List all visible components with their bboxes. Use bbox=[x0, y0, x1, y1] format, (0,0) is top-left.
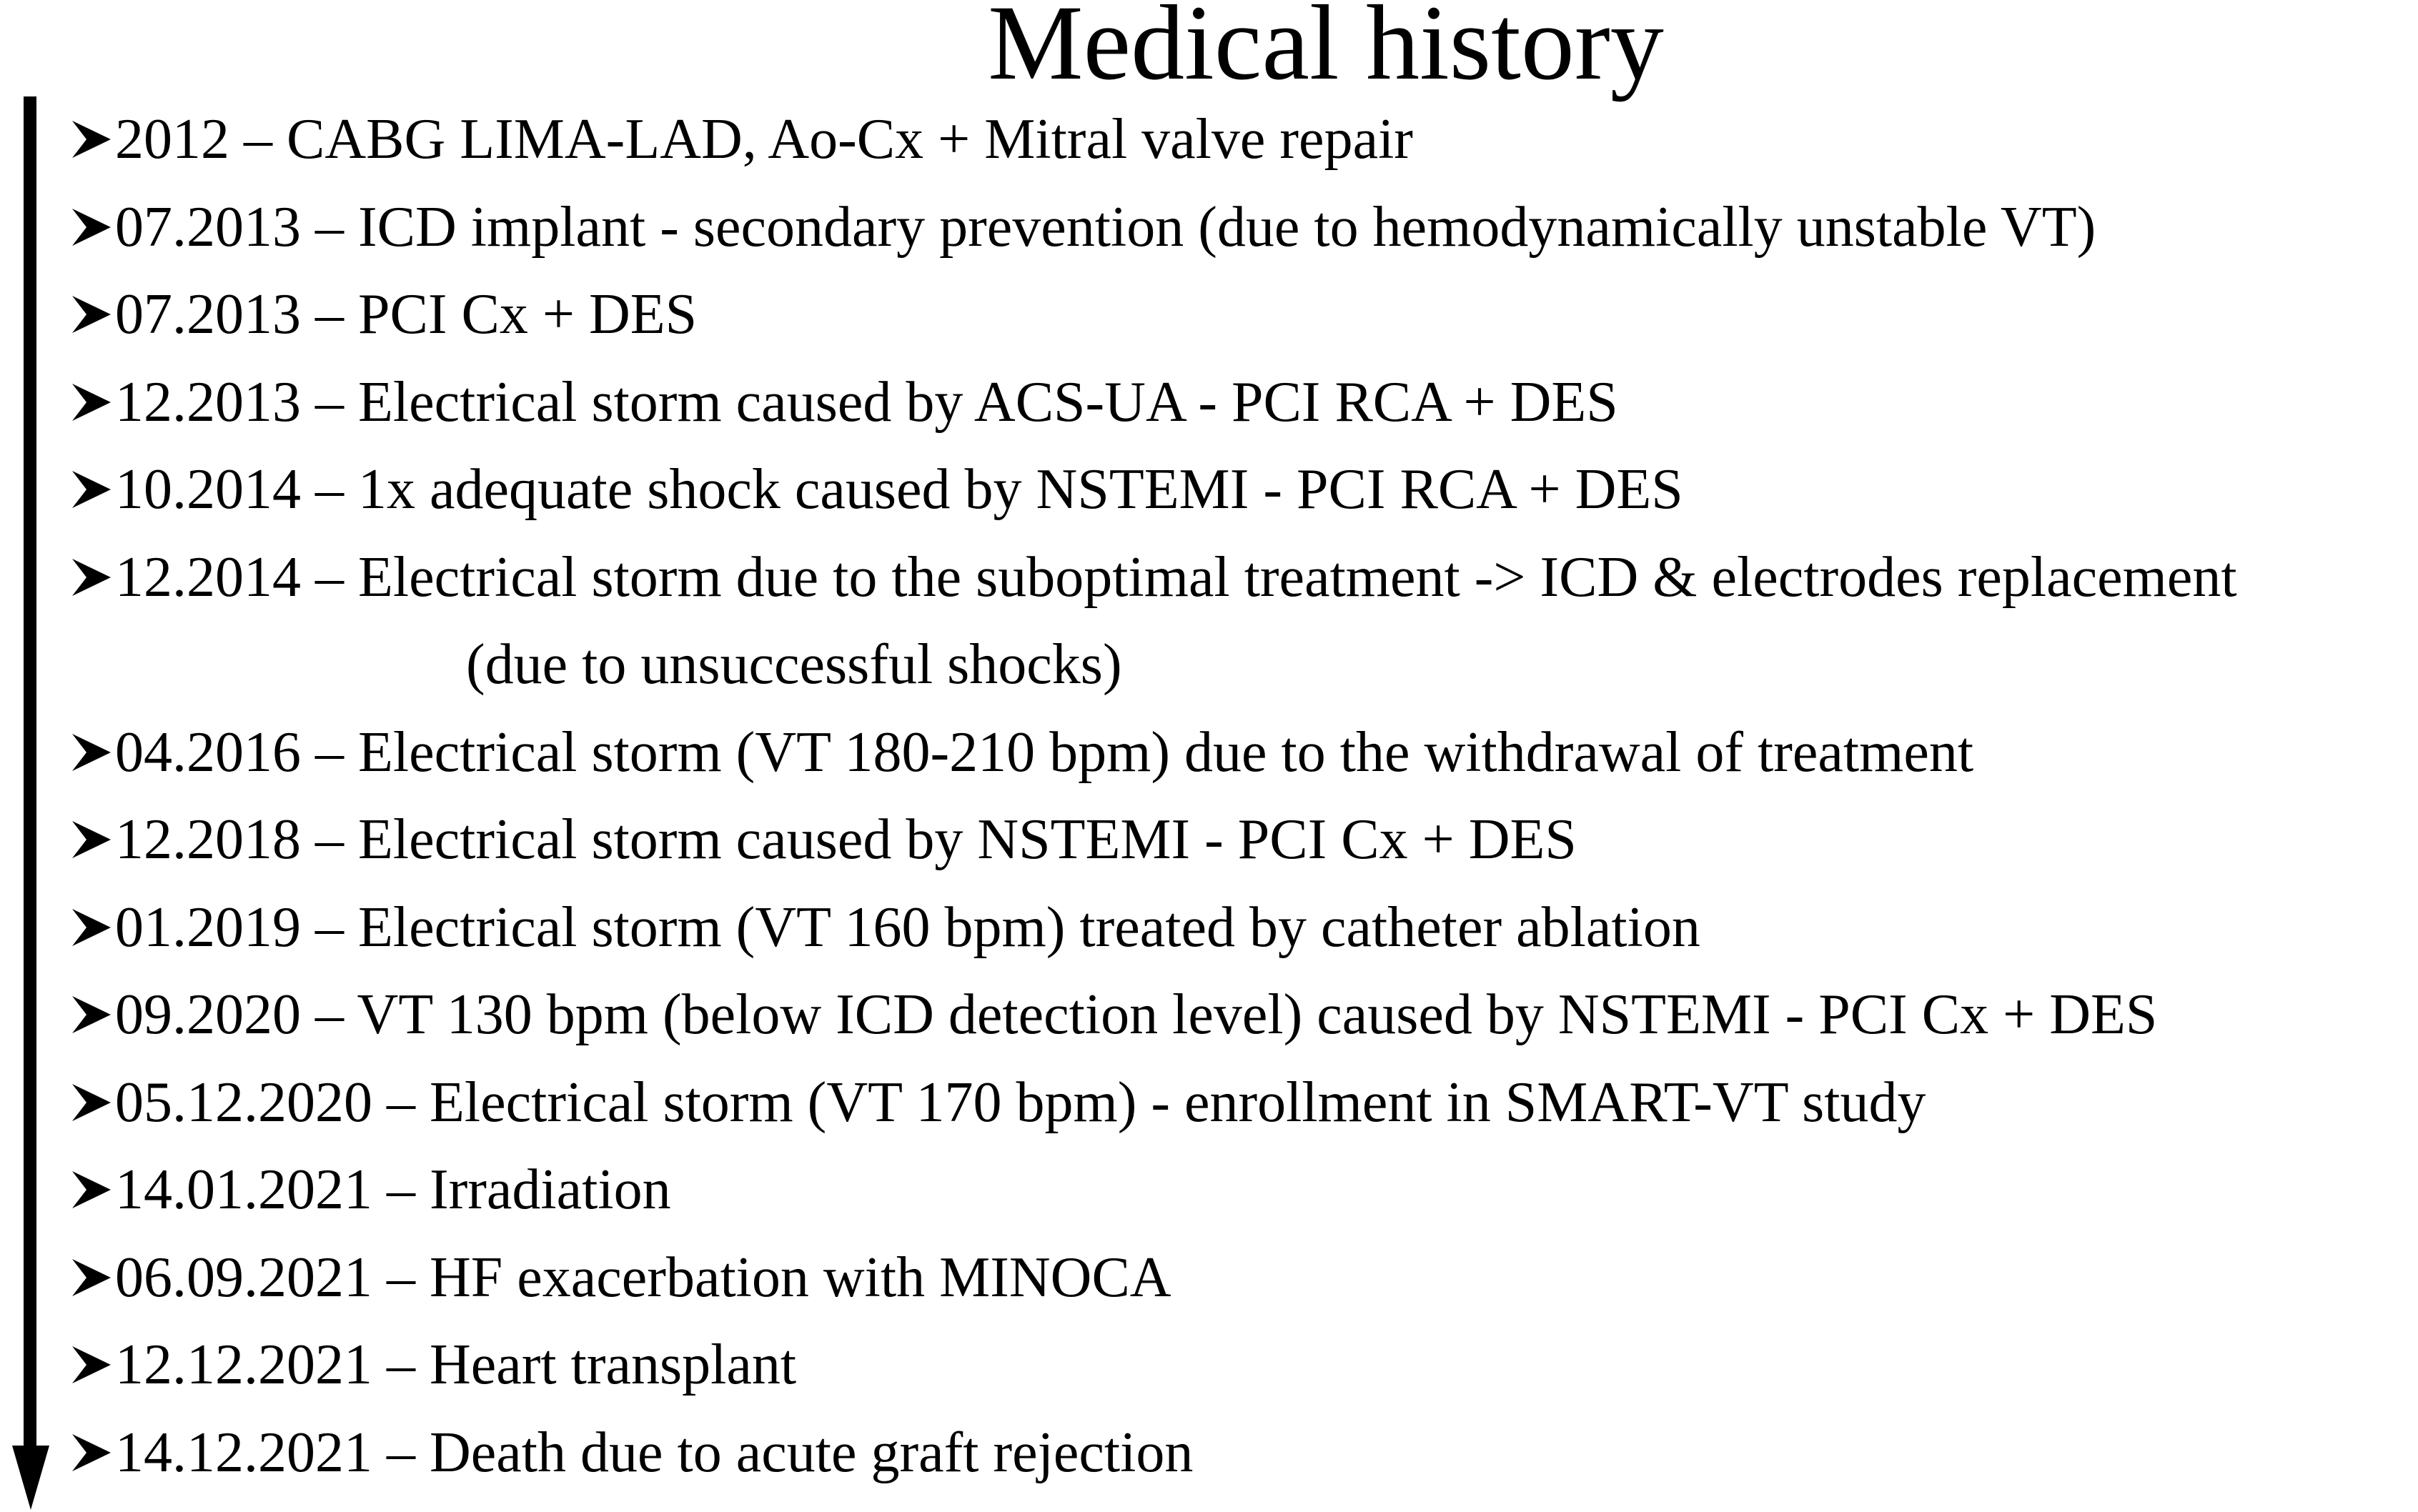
arrowhead-bullet-icon bbox=[68, 732, 114, 772]
arrowhead-bullet-icon bbox=[68, 207, 114, 247]
entry-text: 04.2016 – Electrical storm (VT 180-210 bpm) due to the withdrawal of treatment bbox=[115, 720, 1974, 784]
arrowhead-bullet-icon bbox=[68, 995, 114, 1035]
entry-text: 06.09.2021 – HF exacerbation with MINOCA bbox=[115, 1245, 1171, 1309]
entry-text: 07.2013 – ICD implant - secondary prevention (due to hemodynamically unstable VT) bbox=[115, 195, 2096, 259]
arrowhead-bullet-icon bbox=[68, 469, 114, 509]
entry-text: 05.12.2020 – Electrical storm (VT 170 bpm) - enrollment in SMART-VT study bbox=[115, 1070, 1926, 1134]
arrowhead-bullet-icon bbox=[68, 1083, 114, 1123]
entry-text: 01.2019 – Electrical storm (VT 160 bpm) treated by catheter ablation bbox=[115, 895, 1700, 959]
arrowhead-bullet-icon bbox=[68, 1433, 114, 1473]
entry-text: 12.2014 – Electrical storm due to the suboptimal treatment -> ICD & electrodes replacement bbox=[115, 545, 2237, 609]
arrowhead-bullet-icon bbox=[68, 1258, 114, 1298]
entry-text: 12.2018 – Electrical storm caused by NSTEMI - PCI Cx + DES bbox=[115, 808, 1577, 871]
entry-text: 09.2020 – VT 130 bpm (below ICD detection level) caused by NSTEMI - PCI Cx + DES bbox=[115, 983, 2158, 1046]
entry-continuation-text: (due to unsuccessful shocks) bbox=[466, 633, 1122, 696]
arrowhead-bullet-icon bbox=[68, 1170, 114, 1210]
arrowhead-bullet-icon bbox=[68, 557, 114, 597]
arrowhead-bullet-icon bbox=[68, 382, 114, 422]
page-title: Medical history bbox=[988, 0, 1664, 102]
arrowhead-bullet-icon bbox=[68, 119, 114, 159]
entry-text: 07.2013 – PCI Cx + DES bbox=[115, 283, 698, 346]
arrowhead-bullet-icon bbox=[68, 820, 114, 860]
entry-text: 14.12.2021 – Death due to acute graft rejection bbox=[115, 1421, 1194, 1484]
downward-arrow-icon bbox=[10, 96, 53, 1511]
arrowhead-bullet-icon bbox=[68, 294, 114, 334]
entry-text: 14.01.2021 – Irradiation bbox=[115, 1158, 671, 1221]
arrowhead-bullet-icon bbox=[68, 1345, 114, 1385]
arrowhead-bullet-icon bbox=[68, 907, 114, 948]
entry-text: 12.2013 – Electrical storm caused by ACS-UA - PCI RCA + DES bbox=[115, 370, 1618, 434]
entry-text: 12.12.2021 – Heart transplant bbox=[115, 1333, 797, 1396]
entry-text: 2012 – CABG LIMA-LAD, Ao-Cx + Mitral valve repair bbox=[115, 108, 1413, 171]
entry-text: 10.2014 – 1x adequate shock caused by NSTEMI - PCI RCA + DES bbox=[115, 458, 1683, 521]
